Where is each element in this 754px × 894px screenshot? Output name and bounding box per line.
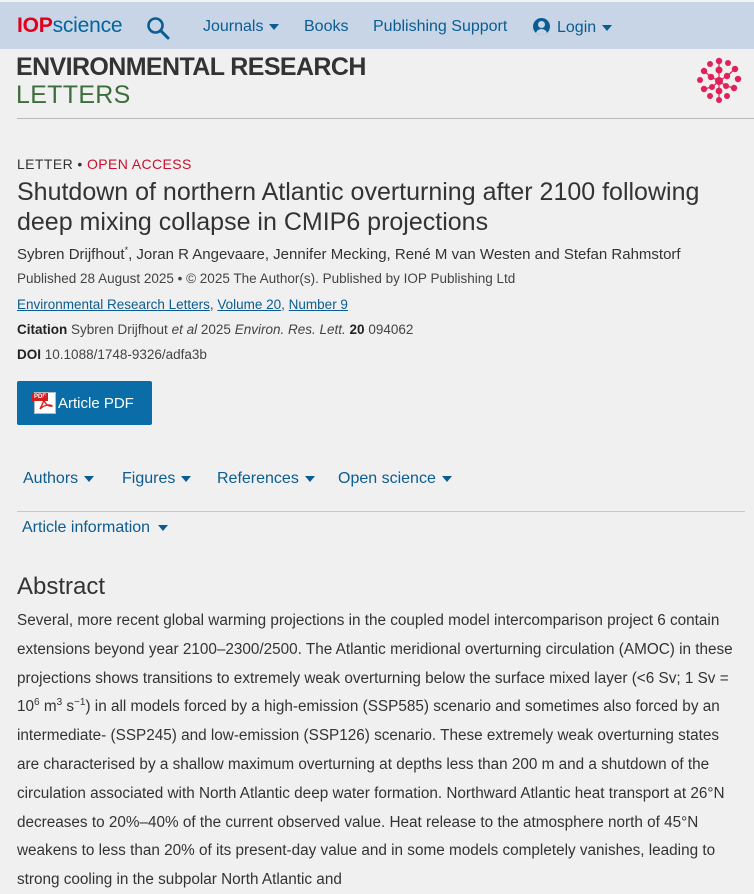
citation-article-number: 094062 — [368, 322, 414, 337]
author-rest[interactable]: , Joran R Angevaare, Jennifer Mecking, René M van Westen and Stefan Rahmstorf — [128, 246, 681, 263]
link-sep: , — [281, 297, 289, 312]
tab-authors-label: Authors — [23, 470, 79, 487]
open-access-label: OPEN ACCESS — [86, 156, 192, 172]
citation-etal: et al — [171, 322, 198, 337]
pdf-file-icon — [34, 392, 56, 414]
chevron-down-icon — [84, 476, 94, 482]
journal-title-line2[interactable]: LETTERS — [16, 81, 131, 109]
chevron-down-icon — [269, 24, 279, 30]
abstract-part3: s — [62, 698, 75, 716]
abstract-text — [17, 607, 745, 894]
chevron-down-icon — [158, 525, 168, 531]
nav-journals[interactable] — [203, 18, 279, 36]
nav-books[interactable]: Books — [304, 18, 349, 35]
doi-label: DOI — [17, 347, 42, 362]
logo-iop: IOP — [17, 14, 53, 37]
nav-publishing-support[interactable]: Publishing Support — [373, 18, 508, 35]
tab-article-information-label: Article information — [22, 519, 151, 536]
search-icon[interactable] — [146, 16, 170, 40]
link-sep: , — [209, 297, 218, 312]
abstract-part2: m — [39, 698, 57, 716]
iopscience-logo[interactable] — [17, 14, 122, 38]
tab-authors[interactable] — [23, 470, 94, 488]
nav-journals-label: Journals — [203, 18, 264, 35]
article-pdf-label: Article PDF — [58, 395, 134, 412]
top-navigation-bar — [0, 0, 754, 49]
tab-open-science[interactable] — [338, 470, 452, 488]
article-type-line — [17, 156, 192, 172]
user-icon — [533, 18, 550, 35]
tabs-divider — [17, 511, 745, 512]
corresponding-author-mark: * — [124, 245, 129, 255]
abstract-sup3: −1 — [74, 697, 86, 709]
tab-figures[interactable] — [122, 470, 191, 488]
chevron-down-icon — [442, 476, 452, 482]
link-journal[interactable]: Environmental Research Letters — [17, 297, 210, 312]
author-first[interactable]: Sybren Drijfhout — [17, 246, 125, 263]
abstract-part4: ) in all models forced by a high-emission (SSP585) scenario and sometimes also forced by an intermediate- (SSP245) and low-emission (SSP126) scenario. These extremely weak overturning states are characterised by a shallow maximum overturning at depths less than 200 m and a shutdown of the circulation associated with North Atlantic deep water formation. Northward Atlantic heat transport at 26°N decreases to 20%–40% of the current observed value. Heat release to the atmosphere north of 45°N weakens to less than 20% of its present-day value and in some models completely vanishes, leading to strong cooling in the subpolar North Atlantic and — [17, 698, 725, 889]
chevron-down-icon — [602, 25, 612, 31]
journal-title-line1[interactable]: ENVIRONMENTAL RESEARCH — [16, 53, 366, 81]
tab-figures-label: Figures — [122, 470, 176, 487]
nav-login[interactable] — [533, 18, 612, 37]
publication-info: Published 28 August 2025 • © 2025 The Author(s). Published by IOP Publishing Ltd — [17, 271, 516, 286]
citation-line — [17, 322, 413, 337]
chevron-down-icon — [181, 476, 191, 482]
abstract-sup2: 3 — [56, 697, 63, 709]
abstract-part1: Several, more recent global warming projections in the coupled model intercomparison project 6 contain extensions beyond year 2100–2300/2500. The Atlantic meridional overturning circulation (AMOC) in these projections shows transitions to extremely weak overturning below the surface mixed layer (<6 Sv; 1 Sv = 10 — [17, 612, 733, 716]
doi-line — [17, 347, 207, 362]
header-divider — [17, 118, 754, 119]
journal-breadcrumb — [17, 297, 348, 312]
citation-author: Sybren Drijfhout — [71, 322, 168, 337]
citation-label: Citation — [17, 322, 68, 337]
pdf-icon-tag: PDF — [34, 394, 46, 400]
journal-emblem-icon — [694, 55, 744, 105]
tab-article-information[interactable] — [22, 519, 168, 537]
article-type: LETTER — [17, 156, 74, 172]
citation-journal: Environ. Res. Lett. — [234, 322, 346, 337]
logo-science: science — [52, 14, 123, 37]
chevron-down-icon — [305, 476, 315, 482]
author-list — [17, 245, 681, 263]
abstract-heading: Abstract — [17, 573, 106, 600]
link-volume[interactable]: Volume 20 — [217, 297, 282, 312]
tab-open-science-label: Open science — [338, 470, 436, 487]
article-title: Shutdown of northern Atlantic overturning after 2100 following deep mixing collapse in CMIP6 projections — [17, 178, 700, 236]
nav-login-label: Login — [557, 19, 597, 36]
tab-references[interactable] — [217, 470, 315, 488]
link-number[interactable]: Number 9 — [288, 297, 348, 312]
article-pdf-button[interactable] — [17, 381, 152, 425]
abstract-sup1: 6 — [34, 697, 40, 709]
doi-value[interactable]: 10.1088/1748-9326/adfa3b — [44, 347, 207, 362]
citation-volume: 20 — [349, 322, 365, 337]
type-separator: • — [77, 156, 83, 172]
citation-year: 2025 — [200, 322, 231, 337]
tab-references-label: References — [217, 470, 299, 487]
